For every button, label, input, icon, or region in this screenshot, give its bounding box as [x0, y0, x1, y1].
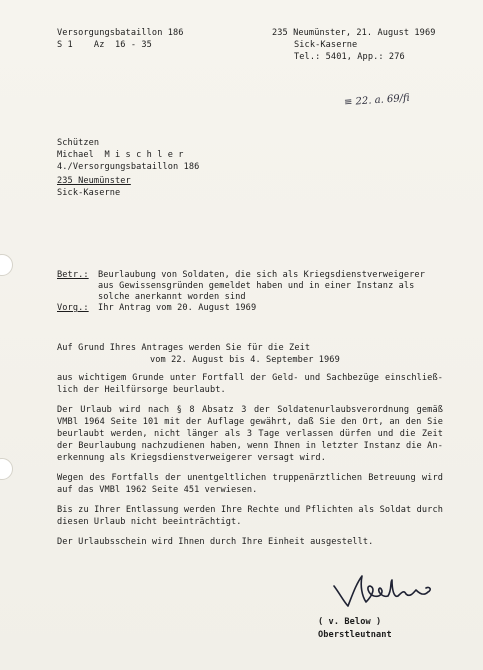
handwritten-signature — [330, 572, 440, 610]
reference-label: Vorg.: — [57, 303, 89, 313]
leave-dates: vom 22. August bis 4. September 1969 — [150, 355, 340, 365]
sender-unit: Versorgungsbataillon 186 — [57, 28, 184, 38]
subject-label: Betr.: — [57, 270, 89, 280]
signatory-rank: Oberstleutnant — [318, 630, 392, 640]
sender-phone: Tel.: 5401, App.: 276 — [294, 52, 405, 62]
body-line: Der Urlaub wird nach § 8 Absatz 3 der Soldatenurlaubsverordnung gemäß — [57, 405, 443, 415]
recipient-rank: Schützen — [57, 138, 100, 148]
reference-number: S 1 Az 16 - 35 — [57, 40, 152, 50]
punch-hole — [0, 458, 13, 480]
body-line: diesen Urlaub nicht beeinträchtigt. — [57, 517, 242, 527]
body-line: Wegen des Fortfalls der unentgeltlichen truppenärztlichen Betreuung wird — [57, 473, 443, 483]
body-line: Bis zu Ihrer Entlassung werden Ihre Rechte und Pflichten als Soldat durch — [57, 505, 443, 515]
recipient-unit: 4./Versorgungsbataillon 186 — [57, 162, 200, 172]
signatory-name: ( v. Below ) — [318, 617, 382, 627]
recipient-name: Michael M i s c h l e r — [57, 150, 184, 160]
body-line: lich der Heilfürsorge beurlaubt. — [57, 385, 226, 395]
recipient-barracks: Sick-Kaserne — [57, 188, 121, 198]
place-date: 235 Neumünster, 21. August 1969 — [272, 28, 436, 38]
punch-hole — [0, 254, 13, 276]
subject-line: Beurlaubung von Soldaten, die sich als Kriegsdienstverweigerer — [98, 270, 425, 280]
body-line: VMBl 1964 Seite 101 mit der Auflage gewährt, daß Sie den Ort, an den Sie — [57, 417, 443, 427]
reference-text: Ihr Antrag vom 20. August 1969 — [98, 303, 257, 313]
body-intro: Auf Grund Ihres Antrages werden Sie für die Zeit — [57, 343, 311, 353]
body-line: beurlaubt werden, nicht länger als 3 Tage verlassen dürfen und die Zeit — [57, 429, 443, 439]
body-line: erkennung als Kriegsdienstverweigerer versagt wird. — [57, 453, 326, 463]
body-line: aus wichtigem Grunde unter Fortfall der Geld- und Sachbezüge einschließ- — [57, 373, 443, 383]
subject-line: aus Gewissensgründen gemeldet haben und in einer Instanz als — [98, 281, 415, 291]
recipient-city: 235 Neumünster — [57, 176, 131, 186]
sender-barracks: Sick-Kaserne — [294, 40, 358, 50]
body-line: der Beurlaubung nachzudienen haben, wenn Ihnen in letzter Instanz die An- — [57, 441, 443, 451]
body-line: auf das VMBl 1962 Seite 451 verwiesen. — [57, 485, 258, 495]
body-line: Der Urlaubsschein wird Ihnen durch Ihre Einheit ausgestellt. — [57, 537, 374, 547]
subject-line: solche anerkannt worden sind — [98, 292, 246, 302]
handwritten-receipt-note: ≡ 22. a. 69/fi — [343, 92, 411, 109]
